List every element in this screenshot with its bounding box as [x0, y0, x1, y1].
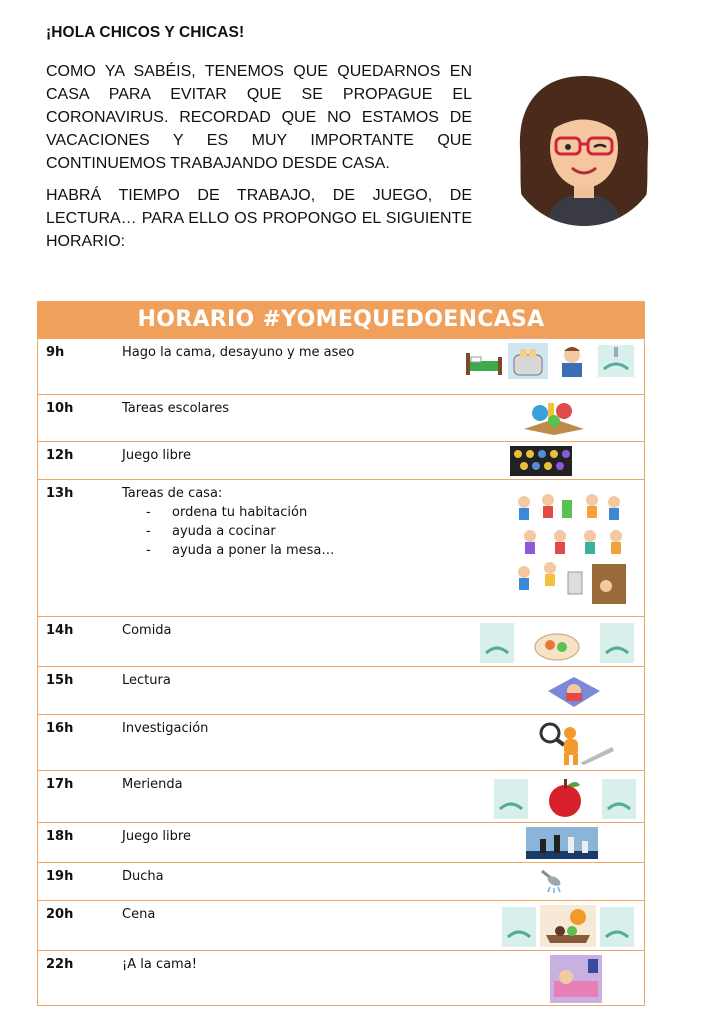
chess-game-icon: [526, 827, 598, 859]
chores-list: [122, 503, 334, 560]
row-time: 10h: [46, 401, 74, 416]
schedule-row-9h: [38, 338, 644, 394]
intro-paragraph-2: HABRÁ TIEMPO DE TRABAJO, DE JUEGO, DE LECTURA… PARA ELLO OS PROPONGO EL SIGUIENTE HORARIO:: [46, 187, 472, 250]
toaster-icon: [508, 343, 548, 379]
row-time: 18h: [46, 829, 74, 844]
schedule-title: HORARIO #YOMEQUEDOENCASA: [38, 302, 644, 338]
row-activity: Tareas de casa:: [122, 486, 223, 501]
handwashing-icon: [480, 623, 514, 663]
handwashing-icon: [494, 779, 528, 819]
intro-paragraph-1: COMO YA SABÉIS, TENEMOS QUE QUEDARNOS EN CASA PARA EVITAR QUE SE PROPAGUE EL CORONAVIRUS. RECORDAD QUE NO ESTAMOS DE VACACIONES Y ES MUY IMPORTANTE QUE CONTINUEMOS TRABAJANDO DESDE CASA.: [46, 63, 472, 172]
dinner-icon: [540, 905, 596, 947]
handwashing-icon: [600, 623, 634, 663]
meal-plate-icon: [532, 627, 582, 663]
handwashing-icon: [596, 343, 636, 379]
row-time: 20h: [46, 907, 74, 922]
schedule-row-15h: [38, 666, 644, 714]
schedule-table: [37, 301, 645, 1006]
apple-icon: [544, 775, 586, 819]
row-time: 9h: [46, 345, 65, 360]
schedule-row-12h: [38, 441, 644, 479]
schedule-row-19h: [38, 862, 644, 900]
row-activity-block: [122, 486, 334, 560]
row-activity: Lectura: [122, 673, 171, 688]
schedule-row-20h: [38, 900, 644, 950]
row-activity: Juego libre: [122, 448, 191, 463]
row-time: 22h: [46, 957, 74, 972]
row-time: 16h: [46, 721, 74, 736]
schedule-row-16h: [38, 714, 644, 770]
row-activity: Investigación: [122, 721, 209, 736]
sleeping-child-icon: [550, 955, 602, 1003]
row-activity: Hago la cama, desayuno y me aseo: [122, 345, 355, 360]
handwashing-icon: [502, 907, 536, 947]
shower-icon: [538, 867, 564, 893]
washing-face-icon: [552, 343, 592, 379]
teacher-avatar: [506, 70, 662, 226]
bed-icon: [464, 343, 504, 379]
row-activity: Merienda: [122, 777, 183, 792]
row-activity: Tareas escolares: [122, 401, 229, 416]
row-time: 15h: [46, 673, 74, 688]
schedule-row-18h: [38, 822, 644, 862]
chore-item: - ayuda a poner la mesa…: [146, 541, 334, 560]
chore-item: - ayuda a cocinar: [146, 522, 334, 541]
schedule-row-10h: [38, 394, 644, 441]
magnifying-glass-icon: [536, 719, 616, 767]
schedule-row-17h: [38, 770, 644, 822]
schedule-row-22h: [38, 950, 644, 1005]
row-activity: Cena: [122, 907, 156, 922]
board-game-icon: [510, 446, 572, 476]
row-time: 17h: [46, 777, 74, 792]
household-chores-icon: [510, 488, 630, 608]
chore-item: - ordena tu habitación: [146, 503, 334, 522]
row-activity: ¡A la cama!: [122, 957, 197, 972]
row-activity: Ducha: [122, 869, 164, 884]
row-activity: Juego libre: [122, 829, 191, 844]
handwashing-icon: [600, 907, 634, 947]
greeting-heading: ¡HOLA CHICOS Y CHICAS!: [46, 24, 245, 41]
school-supplies-icon: [520, 399, 588, 435]
handwashing-icon: [602, 779, 636, 819]
reading-book-icon: [544, 671, 604, 711]
schedule-row-14h: [38, 616, 644, 666]
schedule-row-13h: [38, 479, 644, 616]
row-activity: Comida: [122, 623, 172, 638]
row-time: 12h: [46, 448, 74, 463]
row-time: 13h: [46, 486, 74, 501]
row-time: 14h: [46, 623, 74, 638]
row-time: 19h: [46, 869, 74, 884]
